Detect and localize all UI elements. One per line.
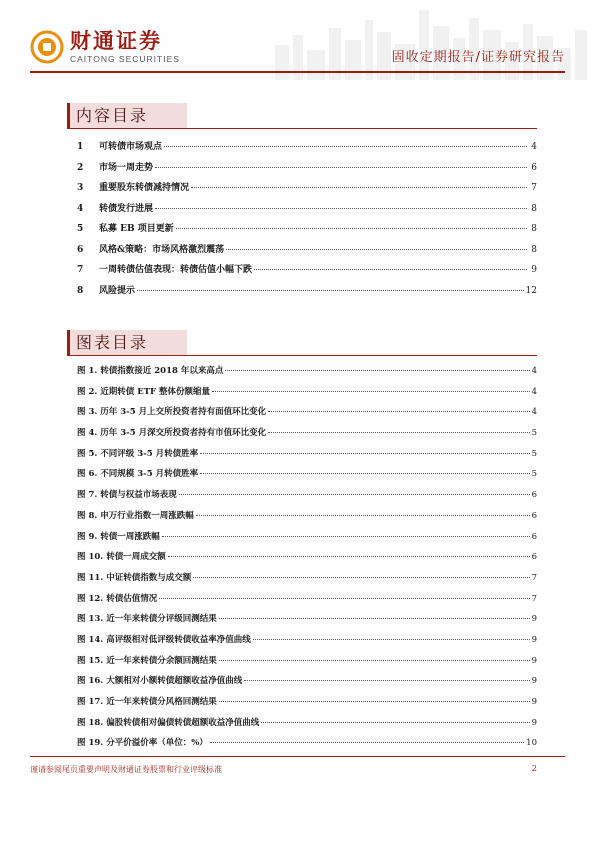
figure-entry-page: 9 <box>531 717 537 728</box>
page-number: 2 <box>531 764 537 774</box>
toc-entry-title: 市场一周走势 <box>99 162 154 173</box>
logo-chinese-name: 财通证券 <box>70 29 162 53</box>
dot-leader <box>168 556 530 557</box>
report-type-label: 固收定期报告/证券研究报告 <box>391 50 565 65</box>
figure-entry[interactable] <box>77 592 537 613</box>
logo-english-name: CAITONG SECURITIES <box>70 54 180 64</box>
figure-entry-title: 图 18. 偏股转债相对偏债转债超额收益净值曲线 <box>77 717 260 728</box>
figure-entry-page: 10 <box>526 738 537 749</box>
dot-leader <box>253 639 530 640</box>
dot-leader <box>191 187 527 188</box>
toc-entry-page: 9 <box>531 265 537 275</box>
figure-entry[interactable] <box>77 509 537 530</box>
figure-entry-title: 图 8. 申万行业指数一周涨跌幅 <box>77 510 194 521</box>
toc-entry-page: 8 <box>531 203 537 214</box>
figure-entry[interactable] <box>77 447 537 468</box>
dot-leader <box>268 432 530 433</box>
figure-entry-page: 9 <box>531 614 537 625</box>
toc-entry-title: 一周转债估值表现：转债估值小幅下跌 <box>99 265 253 275</box>
toc-entry[interactable] <box>77 180 537 201</box>
figure-entry-title: 图 13. 近一年来转债分评级回测结果 <box>77 614 217 625</box>
figure-entry[interactable] <box>77 364 537 385</box>
toc-entry-number: 5 <box>77 224 84 234</box>
figure-entry-title: 图 17. 近一年来转债分风格回测结果 <box>77 697 217 707</box>
figure-entry-page: 5 <box>531 448 537 459</box>
figure-entry-page: 5 <box>531 428 537 439</box>
toc-entry-title: 风格&策略：市场风格激烈震荡 <box>99 244 225 255</box>
figures-heading: 图表目录 <box>67 330 187 355</box>
figure-entry[interactable] <box>77 695 537 716</box>
toc-entry-title: 风险提示 <box>99 285 136 296</box>
figure-entry[interactable] <box>77 488 537 509</box>
toc-entry[interactable] <box>77 283 537 304</box>
figure-entry[interactable] <box>77 736 537 757</box>
contents-heading-rule <box>67 128 537 129</box>
figure-entry-title: 图 5. 不同评级 3-5 月转债胜率 <box>77 448 199 459</box>
figure-entry-page: 4 <box>531 407 537 418</box>
header-divider <box>30 71 565 73</box>
footer-disclaimer: 谨请参阅尾页重要声明及财通证券股票和行业评级标准 <box>30 765 222 774</box>
toc-entry-title: 重要股东转债减持情况 <box>99 183 190 193</box>
figure-entry-title: 图 4. 历年 3-5 月深交所投资者持有市值环比变化 <box>77 428 267 439</box>
figure-entry[interactable] <box>77 674 537 695</box>
figure-entry[interactable] <box>77 612 537 633</box>
dot-leader <box>210 742 524 743</box>
toc-entry-page: 7 <box>531 183 537 193</box>
figure-entry-title: 图 12. 转债估值情况 <box>77 593 158 604</box>
company-logo <box>30 30 180 64</box>
figure-entry[interactable] <box>77 633 537 654</box>
toc-entry[interactable] <box>77 201 537 222</box>
dot-leader <box>162 536 530 537</box>
toc-entry[interactable] <box>77 160 537 181</box>
dot-leader <box>200 453 530 454</box>
figure-entry[interactable] <box>77 530 537 551</box>
dot-leader <box>225 370 529 371</box>
dot-leader <box>200 473 530 474</box>
figure-entry-page: 6 <box>531 531 537 542</box>
toc-entry-number: 1 <box>77 142 84 152</box>
figure-entry[interactable] <box>77 654 537 675</box>
toc-entry-page: 8 <box>531 244 537 255</box>
toc-entry[interactable] <box>77 242 537 263</box>
toc-entry-title: 可转债市场观点 <box>99 142 163 152</box>
figure-entry-title: 图 9. 转债一周涨跌幅 <box>77 531 160 542</box>
toc-entry-number: 3 <box>77 183 84 193</box>
figure-entry-page: 6 <box>531 490 537 501</box>
figure-entry-page: 6 <box>531 552 537 563</box>
figure-entry-page: 9 <box>531 697 537 707</box>
figure-entry-page: 4 <box>531 386 537 397</box>
figure-entry-title: 图 1. 转债指数接近 2018 年以来高点 <box>77 366 224 376</box>
figure-entry-page: 7 <box>531 572 537 583</box>
dot-leader <box>155 167 527 168</box>
dot-leader <box>219 660 530 661</box>
dot-leader <box>268 411 530 412</box>
dot-leader <box>179 494 530 495</box>
figure-entry[interactable] <box>77 550 537 571</box>
figure-entry-title: 图 11. 中证转债指数与成交额 <box>77 572 192 583</box>
figure-entry-page: 4 <box>531 366 537 376</box>
toc-entry-number: 8 <box>77 285 84 296</box>
figure-entry[interactable] <box>77 385 537 406</box>
city-skyline-image <box>265 0 595 80</box>
page-header <box>0 0 595 90</box>
dot-leader <box>244 680 529 681</box>
toc-entry-page: 4 <box>531 142 537 152</box>
toc-entry-page: 8 <box>531 224 537 234</box>
figure-entry-title: 图 6. 不同规模 3-5 月转债胜率 <box>77 469 199 480</box>
dot-leader <box>219 701 530 702</box>
figure-entry-title: 图 3. 历年 3-5 月上交所投资者持有面值环比变化 <box>77 407 267 418</box>
figure-entry-title: 图 16. 大额相对小额转债超额收益净值曲线 <box>77 676 243 687</box>
toc-entry[interactable] <box>77 221 537 242</box>
toc-entry[interactable] <box>77 262 537 283</box>
figure-entry-page: 7 <box>531 593 537 604</box>
dot-leader <box>164 146 527 147</box>
toc-entry-page: 12 <box>525 285 537 296</box>
figure-entry[interactable] <box>77 467 537 488</box>
dot-leader <box>193 577 529 578</box>
figure-entry-page: 9 <box>531 655 537 666</box>
figures-heading-rule <box>67 355 537 356</box>
figure-entry-page: 6 <box>531 510 537 521</box>
dot-leader <box>226 249 527 250</box>
dot-leader <box>176 228 527 229</box>
contents-heading: 内容目录 <box>67 103 187 128</box>
figure-entry-title: 图 14. 高评级相对低评级转债收益率净值曲线 <box>77 634 251 645</box>
figure-entry-title: 图 15. 近一年来转债分余额回测结果 <box>77 655 217 666</box>
toc-entry-number: 7 <box>77 265 84 275</box>
figure-entry[interactable] <box>77 716 537 737</box>
toc-entry-page: 6 <box>531 162 537 173</box>
toc-entry-number: 4 <box>77 203 84 214</box>
figure-entry[interactable] <box>77 405 537 426</box>
figure-entry-page: 9 <box>531 676 537 687</box>
toc-entry[interactable] <box>77 139 537 160</box>
dot-leader <box>196 515 530 516</box>
figure-entry-title: 图 2. 近期转债 ETF 整体份额缩量 <box>77 386 211 397</box>
toc-entry-number: 6 <box>77 244 84 255</box>
dot-leader <box>155 208 527 209</box>
dot-leader <box>219 618 530 619</box>
dot-leader <box>137 290 524 291</box>
toc-entry-title: 私募 EB 项目更新 <box>99 224 174 234</box>
figure-entry-page: 9 <box>531 634 537 645</box>
figure-entry-title: 图 7. 转债与权益市场表现 <box>77 490 177 501</box>
figure-entry[interactable] <box>77 571 537 592</box>
figure-entry-title: 图 10. 转债一周成交额 <box>77 552 166 563</box>
list-of-figures <box>77 364 537 757</box>
figure-entry-title: 图 19. 分平价溢价率（单位：%） <box>77 738 208 749</box>
table-of-contents <box>77 139 537 303</box>
toc-entry-title: 转债发行进展 <box>99 203 154 214</box>
toc-entry-number: 2 <box>77 162 84 173</box>
figure-entry[interactable] <box>77 426 537 447</box>
dot-leader <box>212 391 530 392</box>
dot-leader <box>261 722 529 723</box>
dot-leader <box>159 598 529 599</box>
coin-logo-icon <box>30 30 64 64</box>
dot-leader <box>254 269 527 270</box>
figure-entry-page: 5 <box>531 469 537 480</box>
footer-divider <box>30 756 565 757</box>
